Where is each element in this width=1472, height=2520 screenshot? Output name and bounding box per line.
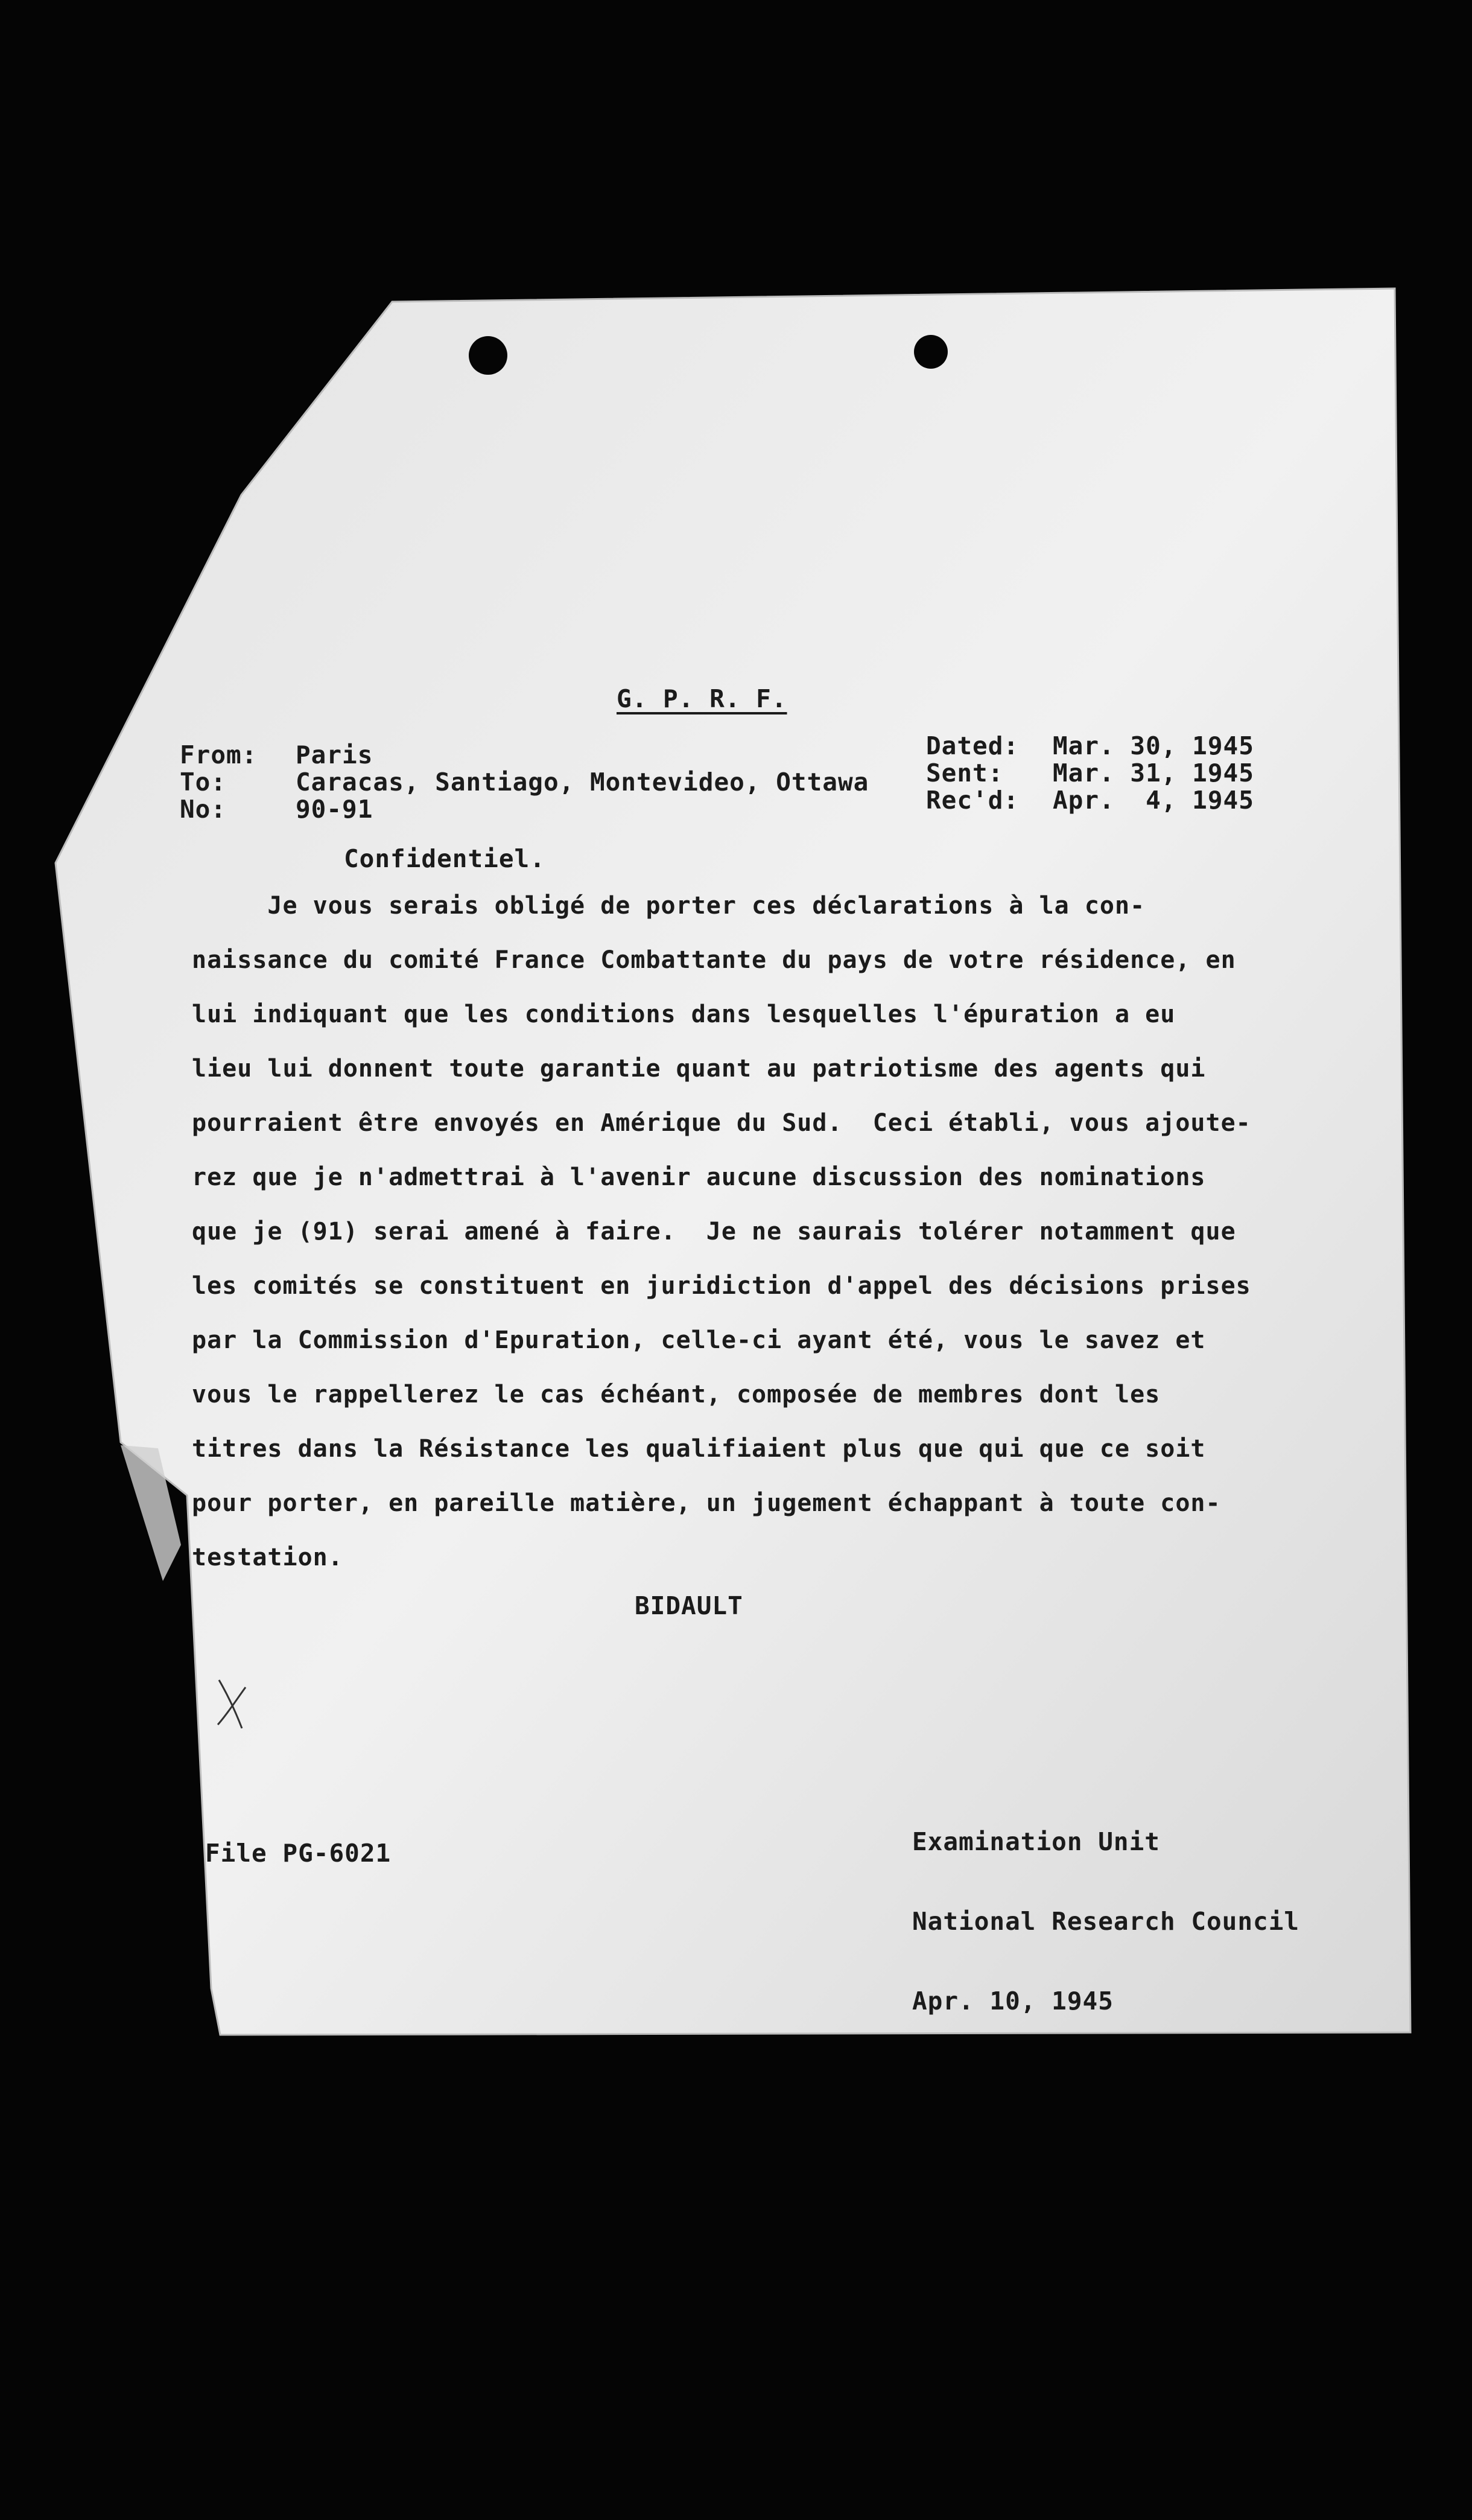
dated-value: Mar. 30, 1945 — [1053, 731, 1254, 760]
recd-label: Rec'd: — [926, 786, 1020, 815]
punch-hole-left — [469, 336, 507, 375]
exam-unit-line2: National Research Council — [912, 1907, 1300, 1936]
body-line: testation. — [192, 1544, 343, 1571]
from-value: Paris — [296, 740, 373, 769]
no-value: 90-91 — [296, 795, 373, 824]
dated-label: Dated: — [926, 731, 1020, 760]
body-line: les comités se constituent en juridiction d'appel des décisions prises — [192, 1272, 1251, 1300]
punch-hole-right — [914, 335, 948, 369]
body-line: vous le rappellerez le cas échéant, composée de membres dont les — [192, 1381, 1161, 1408]
file-reference: File PG-6021 — [205, 1839, 392, 1868]
to-label: To: — [180, 768, 227, 797]
recd-value: Apr. 4, 1945 — [1053, 786, 1254, 815]
document-title: G. P. R. F. — [617, 684, 787, 713]
body-line: rez que je n'admettrai à l'avenir aucune discussion des nominations — [192, 1163, 1206, 1191]
body-line: naissance du comité France Combattante du pays de votre résidence, en — [192, 946, 1236, 974]
salutation: Confidentiel. — [344, 844, 545, 873]
sent-value: Mar. 31, 1945 — [1053, 759, 1254, 788]
body-line: que je (91) serai amené à faire. Je ne saurais tolérer notamment que — [192, 1218, 1236, 1246]
to-value: Caracas, Santiago, Montevideo, Ottawa — [296, 768, 869, 797]
body-line: par la Commission d'Epuration, celle-ci ayant été, vous le savez et — [192, 1326, 1206, 1354]
body-line: Je vous serais obligé de porter ces déclarations à la con- — [192, 892, 1146, 920]
body-line: pourraient être envoyés en Amérique du Sud. Ceci établi, vous ajoute- — [192, 1109, 1251, 1137]
body-line: titres dans la Résistance les qualifiaient plus que qui que ce soit — [192, 1435, 1206, 1463]
sent-label: Sent: — [926, 759, 1004, 788]
no-label: No: — [180, 795, 227, 824]
handwritten-x-mark — [214, 1676, 250, 1731]
exam-unit-line3: Apr. 10, 1945 — [912, 1987, 1114, 2016]
examination-unit-stamp — [912, 1775, 1299, 2067]
from-label: From: — [180, 740, 258, 769]
body-line: pour porter, en pareille matière, un jugement échappant à toute con- — [192, 1489, 1221, 1517]
body-line: lui indiquant que les conditions dans lesquelles l'épuration a eu — [192, 1001, 1176, 1028]
exam-unit-line1: Examination Unit — [912, 1827, 1160, 1856]
signature: BIDAULT — [635, 1591, 743, 1620]
body-line: lieu lui donnent toute garantie quant au patriotisme des agents qui — [192, 1055, 1206, 1083]
